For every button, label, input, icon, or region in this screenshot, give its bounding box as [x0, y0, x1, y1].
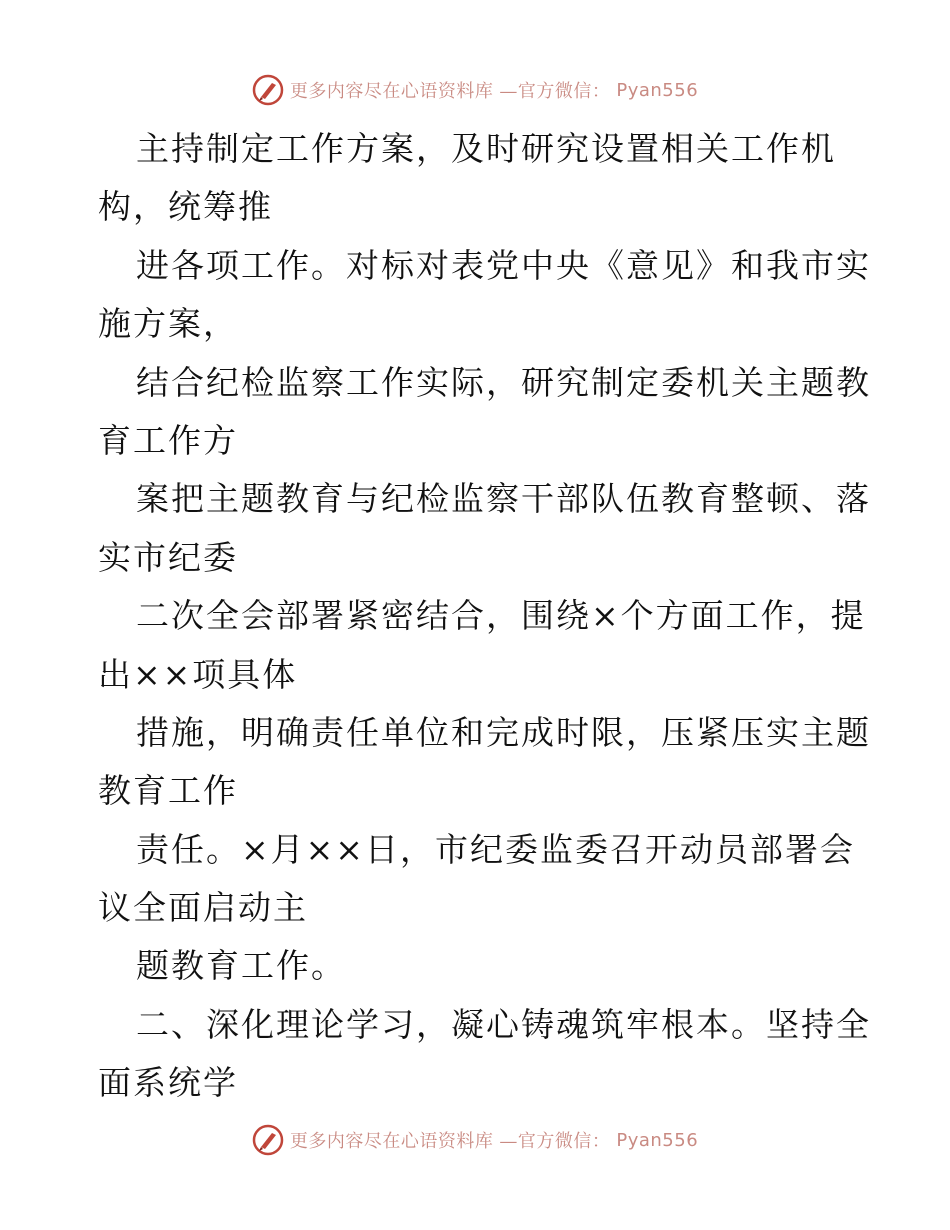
- watermark-sub-text: —官方微信：: [499, 1131, 611, 1152]
- watermark-sub-text: —官方微信：: [499, 81, 611, 102]
- text-line: 主持制定工作方案，及时研究设置相关工作机: [136, 129, 836, 168]
- text-line: 题教育工作。: [136, 946, 346, 986]
- text-line: 出××项具体: [98, 654, 298, 694]
- text-line: 议全面启动主: [98, 888, 308, 928]
- text-line: 施方案，: [98, 304, 238, 344]
- quill-logo-icon: [252, 74, 284, 106]
- body-text: [98, 120, 871, 1113]
- watermark-wechat-id: Pyan556: [616, 79, 699, 101]
- text-line: 育工作方: [98, 420, 238, 460]
- text-line: 案把主题教育与纪检监察干部队伍教育整顿、落: [136, 479, 871, 519]
- watermark-main-text: 更多内容尽在心语资料库: [289, 81, 494, 102]
- text-line: 结合纪检监察工作实际，研究制定委机关主题教: [136, 362, 871, 402]
- text-line: 措施，明确责任单位和完成时限，压紧压实主题: [136, 712, 871, 752]
- text-line: 实市纪委: [98, 537, 238, 577]
- text-line: 进各项工作。对标对表党中央《意见》和我市实: [136, 245, 871, 285]
- watermark-main-text: 更多内容尽在心语资料库: [289, 1131, 494, 1152]
- watermark-wechat-id: Pyan556: [616, 1129, 699, 1151]
- text-line: 面系统学: [98, 1063, 238, 1103]
- text-line: 二、深化理论学习，凝心铸魂筑牢根本。坚持全: [136, 1004, 871, 1044]
- text-line: 责任。×月××日，市纪委监委召开动员部署会: [136, 829, 855, 869]
- header-watermark: [0, 74, 950, 106]
- text-line: 二次全会部署紧密结合，围绕×个方面工作，提: [136, 596, 866, 636]
- quill-logo-icon: [252, 1124, 284, 1156]
- footer-watermark: [0, 1124, 950, 1156]
- text-line: 教育工作: [98, 771, 238, 811]
- text-line: 构，统筹推: [98, 187, 273, 227]
